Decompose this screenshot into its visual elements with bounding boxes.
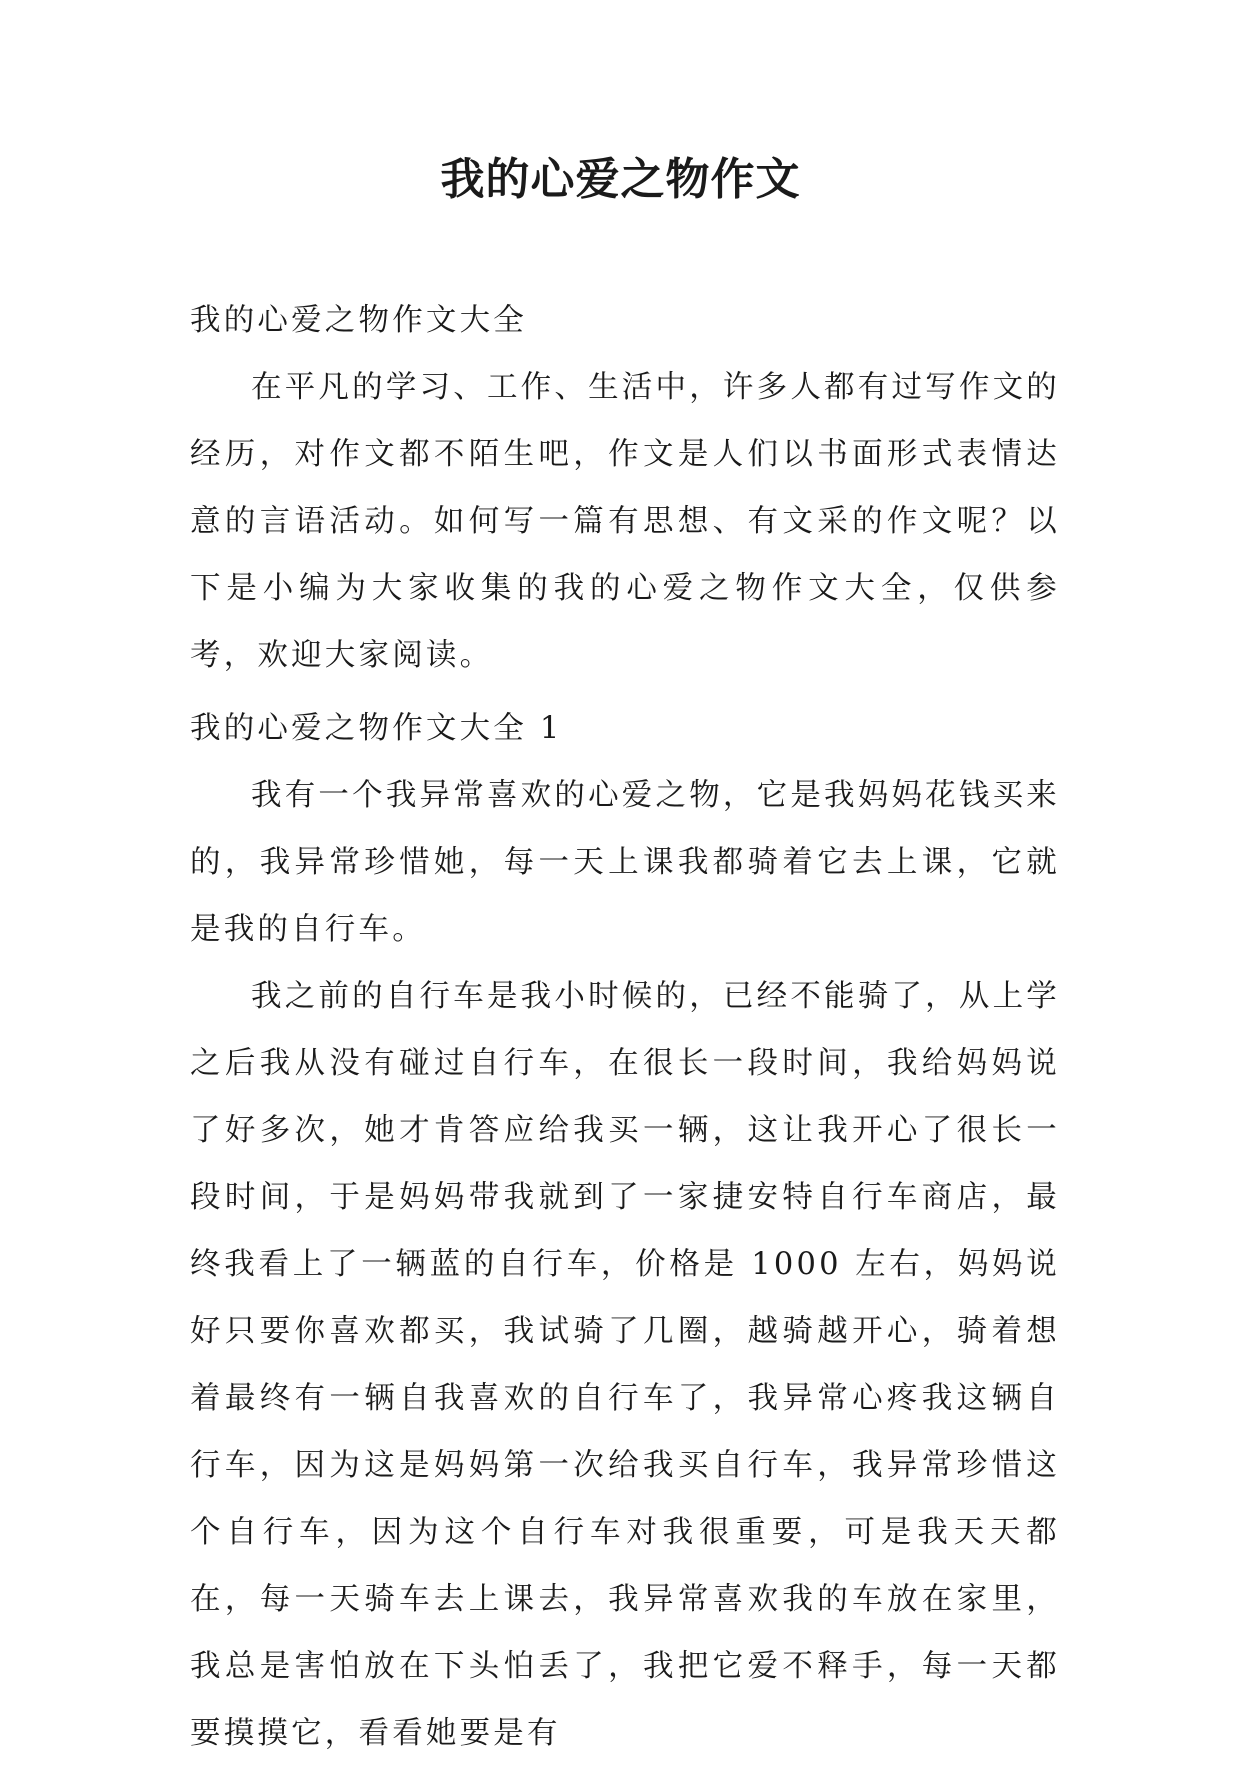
intro-heading: 我的心爱之物作文大全 [190, 303, 527, 338]
essay-section-1 [190, 695, 1060, 1767]
section-1-paragraph: 我之前的自行车是我小时候的，已经不能骑了，从上学之后我从没有碰过自行车，在很长一段时间，我给妈妈说了好多次，她才肯答应给我买一辆，这让我开心了很长一段时间，于是妈妈带我就到了一家捷安特自行车商店，最终我看上了一辆蓝的自行车，价格是 1000 左右，妈妈说好只要你喜欢都买，我试骑了几圈，越骑越开心，骑着想着最终有一辆自我喜欢的自行车了，我异常心疼我这辆自行车，因为这是妈妈第一次给我买自行车，我异常珍惜这个自行车，因为这个自行车对我很重要，可是我天天都在，每一天骑车去上课去，我异常喜欢我的车放在家里，我总是害怕放在下头怕丢了，我把它爱不释手，每一天都要摸摸它，看看她要是有 [190, 979, 1060, 1751]
document-title: 我的心爱之物作文 [440, 154, 801, 205]
intro-section [190, 287, 1060, 689]
intro-paragraph: 在平凡的学习、工作、生活中，许多人都有过写作文的经历，对作文都不陌生吧，作文是人们以书面形式表情达意的言语活动。如何写一篇有思想、有文采的作文呢？以下是小编为大家收集的我的心爱之物作文大全，仅供参考，欢迎大家阅读。 [190, 370, 1060, 673]
section-1-paragraph: 我有一个我异常喜欢的心爱之物，它是我妈妈花钱买来的，我异常珍惜她，每一天上课我都骑着它去上课，它就是我的自行车。 [190, 778, 1060, 947]
section-1-heading: 我的心爱之物作文大全 1 [190, 711, 563, 746]
